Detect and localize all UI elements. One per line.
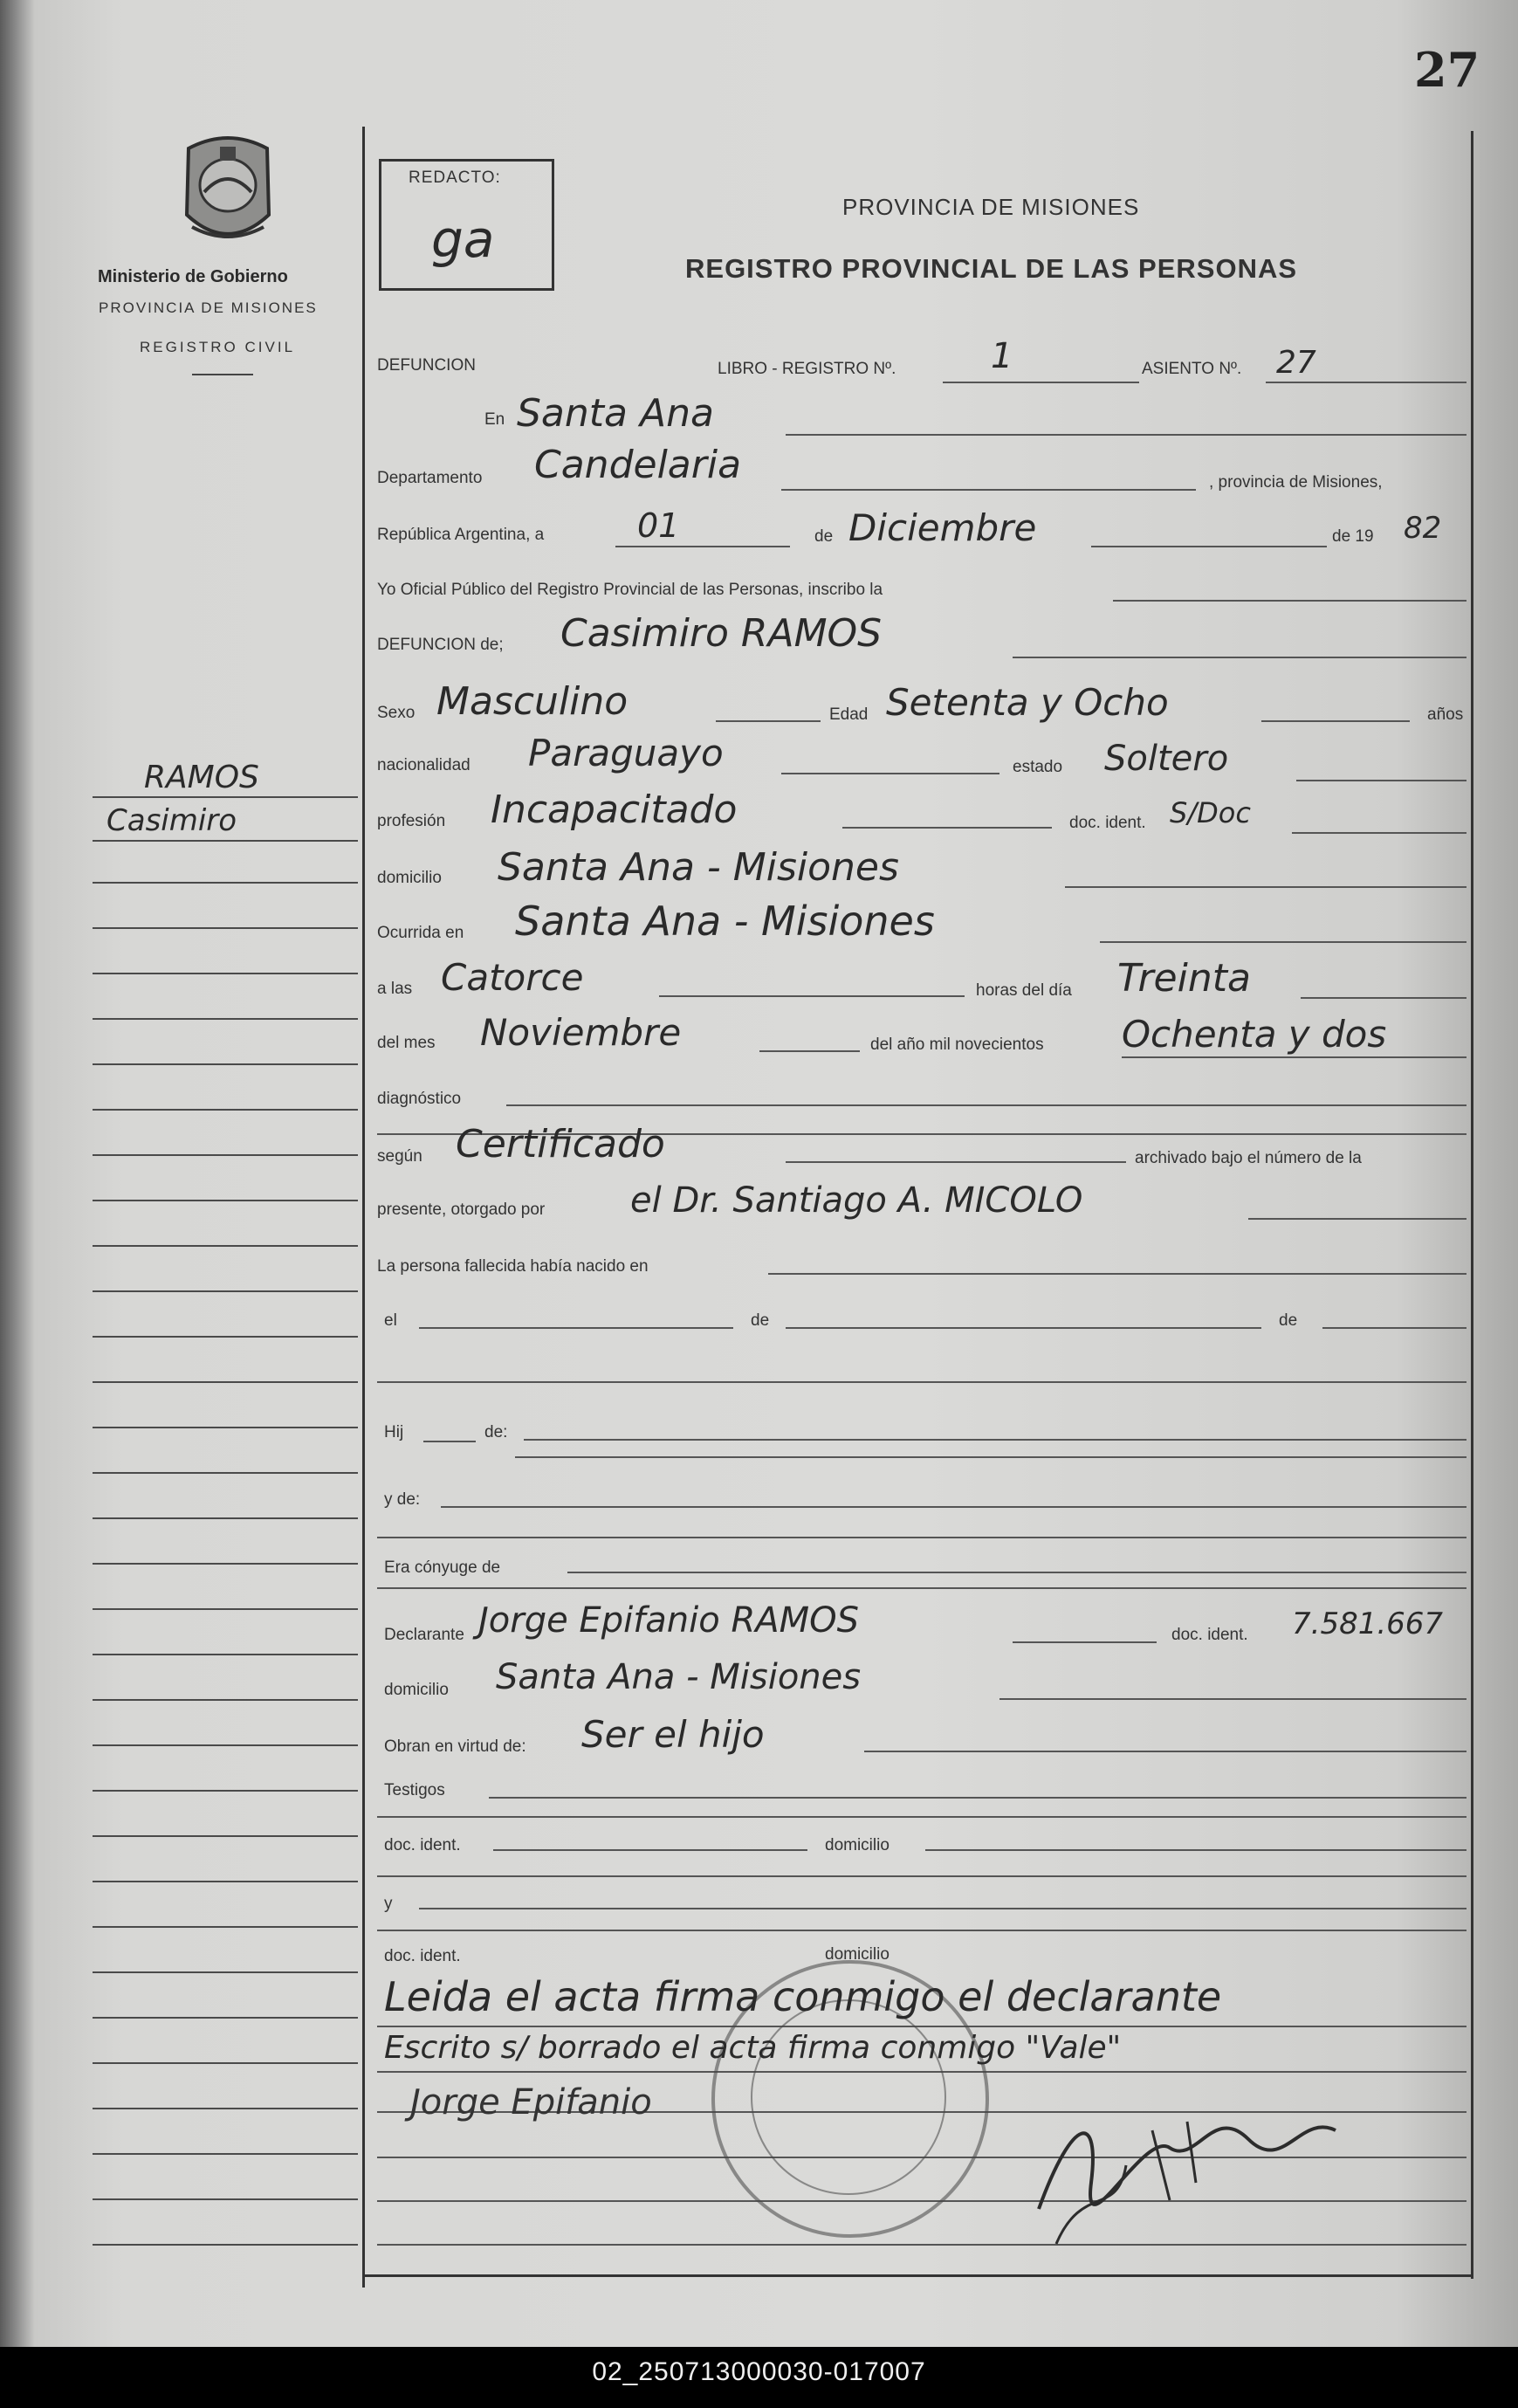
margin-ruled-line [93,1200,358,1201]
edad-label: Edad [829,705,869,724]
estado-value: Soltero [1104,739,1229,779]
declarant-signature: Jorge Epifanio [410,2082,652,2122]
profesion-label: profesión [377,812,446,830]
hij-label: Hij [384,1423,404,1441]
hij-de-label: de: [484,1423,508,1441]
horas-label: horas del día [976,981,1072,1000]
page-number: 27 [1414,42,1480,98]
margin-ruled-line [93,2198,358,2200]
margin-ruled-line [93,1790,358,1792]
form-right-border [1471,131,1473,2279]
closing-line-1: Leida el acta firma conmigo el declarante [384,1973,1222,2020]
hora-value: Catorce [441,956,584,999]
estado-label: estado [1013,758,1063,776]
mes-value: Noviembre [480,1011,682,1054]
departamento-label: Departamento [377,469,483,487]
crest-province-label: PROVINCIA DE MISIONES [99,299,318,316]
official-signature-icon [1021,2078,1370,2253]
ano-value: Ochenta y dos [1122,1013,1387,1056]
testigo1-doc-label: doc. ident. [384,1836,461,1854]
el-label: el [384,1311,397,1330]
margin-ruled-line [93,1971,358,1973]
margin-ruled-line [93,882,358,884]
margin-surname: RAMOS [144,760,259,795]
de-label-2: de [751,1311,770,1330]
anos-label: años [1427,705,1464,724]
de-label-3: de [1279,1311,1298,1330]
margin-ruled-line [93,1881,358,1882]
margin-ruled-line [93,1290,358,1292]
margin-ruled-line [93,1744,358,1746]
margin-ruled-line [93,1835,358,1837]
sexo-label: Sexo [377,704,416,722]
margin-ruled-line [93,2108,358,2109]
obran-label: Obran en virtud de: [384,1737,526,1756]
del-ano-label: del año mil novecientos [870,1035,1044,1054]
archivado-label: archivado bajo el número de la [1135,1149,1362,1167]
nacionalidad-value: Paraguayo [528,732,724,774]
ocurrida-label: Ocurrida en [377,924,464,942]
del-mes-label: del mes [377,1034,436,1052]
margin-ruled-line [93,2244,358,2246]
declarante-domicilio-label: domicilio [384,1681,449,1699]
header-registry: REGISTRO PROVINCIAL DE LAS PERSONAS [685,253,1298,284]
margin-ruled-line [93,1472,358,1474]
asiento-label: ASIENTO Nº. [1142,360,1242,378]
redacto-initials: ga [431,210,495,269]
doc-ident-value: S/Doc [1170,796,1251,829]
de-label: de [814,527,834,546]
form-bottom-border [362,2274,1473,2277]
year-value: 82 [1404,511,1442,546]
testigos-label: Testigos [384,1781,445,1799]
y-label: y [384,1895,393,1913]
nacionalidad-label: nacionalidad [377,756,471,774]
redacto-label: REDACTO: [409,169,501,187]
a-las-label: a las [377,980,413,998]
margin-ruled-line [93,1109,358,1111]
form-left-border [362,127,365,2288]
domicilio-value: Santa Ana - Misiones [498,845,899,890]
libro-value: 1 [991,336,1013,376]
image-id-label: 02_250713000030-017007 [592,2357,926,2386]
margin-ruled-line [93,1427,358,1428]
margin-ruled-line [93,1699,358,1701]
declarante-label: Declarante [384,1626,464,1644]
coat-of-arms-icon [171,131,285,253]
declarante-value: Jorge Epifanio RAMOS [478,1600,859,1641]
margin-ruled-line [93,2062,358,2064]
en-value: Santa Ana [517,391,714,436]
day-value: 01 [637,506,680,545]
margin-ruled-line [93,1654,358,1655]
crest-divider [192,374,253,375]
margin-ruled-line [93,927,358,929]
margin-given-name: Casimiro [106,803,237,838]
segun-value: Certificado [456,1122,665,1166]
year-prefix: de 19 [1332,527,1374,546]
defuncion-de-label: DEFUNCION de; [377,636,504,654]
conyuge-label: Era cónyuge de [384,1558,501,1577]
presente-value: el Dr. Santiago A. MICOLO [630,1180,1083,1221]
y-de-label: y de: [384,1490,421,1509]
provincia-suffix: , provincia de Misiones, [1209,473,1383,492]
edad-value: Setenta y Ocho [886,681,1169,724]
margin-ruled-line [93,1154,358,1156]
margin-ruled-line [93,1563,358,1565]
asiento-value: 27 [1276,345,1316,381]
declarante-doc-label: doc. ident. [1171,1626,1248,1644]
deceased-name: Casimiro RAMOS [560,611,883,656]
doc-ident-label: doc. ident. [1069,814,1146,832]
testigo2-domicilio-label: domicilio [825,1945,890,1964]
departamento-value: Candelaria [534,443,742,487]
margin-ruled-line [93,1608,358,1610]
crest-office-label: REGISTRO CIVIL [140,339,296,355]
margin-ruled-line [93,973,358,974]
defuncion-label: DEFUNCION [377,356,476,375]
margin-ruled-line [93,2153,358,2155]
diagnostico-label: diagnóstico [377,1090,462,1108]
ocurrida-value: Santa Ana - Misiones [515,898,935,945]
header-province: PROVINCIA DE MISIONES [842,194,1140,220]
ministry-label: Ministerio de Gobierno [98,267,288,286]
month-value: Diciembre [848,506,1037,549]
margin-ruled-line [93,1018,358,1020]
declarante-domicilio-value: Santa Ana - Misiones [496,1657,862,1697]
margin-ruled-line [93,1517,358,1519]
domicilio-label: domicilio [377,869,442,887]
margin-ruled-line [93,1926,358,1928]
en-label: En [484,410,505,429]
profesion-value: Incapacitado [491,788,738,832]
margin-ruled-line [93,1245,358,1247]
presente-label: presente, otorgado por [377,1201,546,1219]
republica-label: República Argentina, a [377,526,545,544]
obran-value: Ser el hijo [581,1713,765,1756]
margin-ruled-line [93,2017,358,2019]
margin-ruled-line [93,1381,358,1383]
persona-nacido-label: La persona fallecida había nacido en [377,1257,649,1276]
dia-value: Treinta [1117,956,1251,1001]
declarante-doc-value: 7.581.667 [1292,1606,1444,1641]
libro-label: LIBRO - REGISTRO Nº. [718,360,896,378]
testigo2-doc-label: doc. ident. [384,1947,461,1965]
sexo-value: Masculino [436,679,628,724]
oficial-text: Yo Oficial Público del Registro Provincial de las Personas, inscribo la [377,581,883,599]
margin-ruled-line [93,1336,358,1338]
margin-ruled-line [93,1063,358,1065]
segun-label: según [377,1147,422,1166]
closing-line-2: Escrito s/ borrado el acta firma conmigo "Vale" [384,2030,1122,2066]
testigo1-domicilio-label: domicilio [825,1836,890,1854]
